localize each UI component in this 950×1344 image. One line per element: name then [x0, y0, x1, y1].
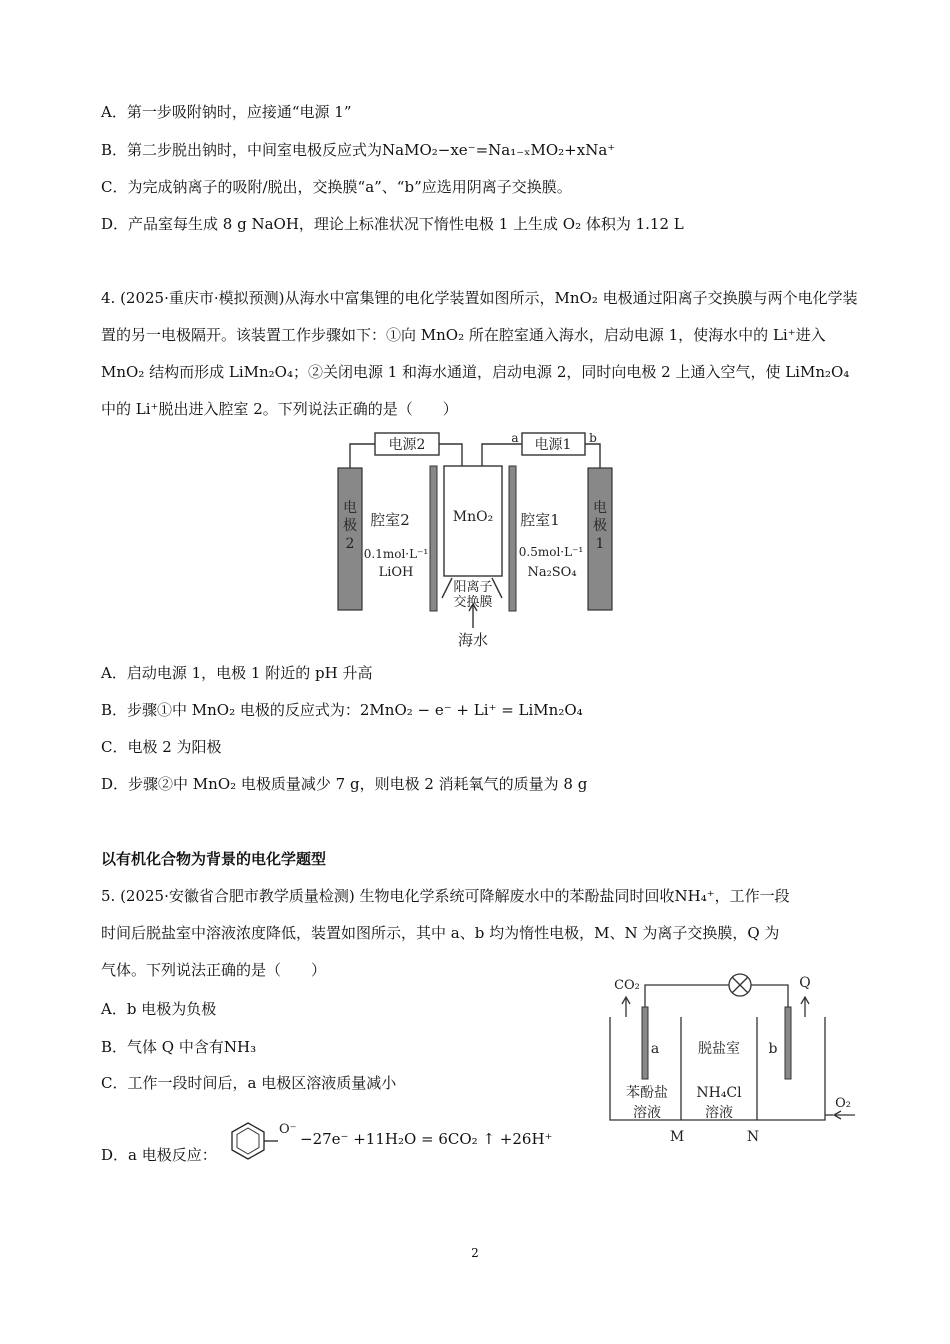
cation-membrane-left: [430, 466, 437, 611]
electrode1-char1: 电: [593, 500, 607, 516]
q5-stem-line3: 气体。下列说法正确的是（ ）: [101, 961, 327, 979]
electrode2-char1: 电: [343, 500, 357, 516]
electrode1-char2: 极: [593, 518, 607, 534]
phenolate-solution-2: 溶液: [633, 1105, 661, 1121]
q5-option-b: B．气体 Q 中含有NH₃: [101, 1038, 257, 1056]
q3-option-d: D．产品室每生成 8 g NaOH，理论上标准状况下惰性电极 1 上生成 O₂ 体积为 1.12 L: [101, 215, 684, 233]
terminal-b: b: [589, 431, 597, 445]
membrane-n-label: N: [746, 1129, 760, 1145]
q4-stem: 4. (2025·重庆市·模拟预测)从海水中富集锂的电化学装置如图所示，MnO₂ 电极通过阳离子交换膜与两个电化学装置的另一电极隔开。该装置工作步骤如下：①向 MnO₂ 所在腔室通入海水，启动电源 1，使海水中的 Li⁺进入 MnO₂ 结构而形成 LiMn₂O₄；②关闭电源 1 和海水通道，启动电源 2，同时向电极 2 上通入空气，使 LiMn₂O₄ 中的 Li⁺脱出进入腔室 2。下列说法正确的是（ ）: [101, 289, 858, 418]
power2-label: 电源2: [388, 437, 426, 453]
q4-option-b: B．步骤①中 MnO₂ 电极的反应式为：2MnO₂ − e⁻ + Li⁺ = LiMn₂O₄: [101, 701, 583, 719]
chamber2-label: 腔室2: [370, 511, 410, 529]
chamber1-concentration: 0.5mol·L⁻¹: [518, 545, 584, 559]
q5-apparatus-diagram: [605, 965, 865, 1150]
section-title: 以有机化合物为背景的电化学题型: [101, 850, 327, 868]
phenolate-solution-1: 苯酚盐: [626, 1085, 668, 1101]
nh4cl-solution: 溶液: [705, 1105, 733, 1121]
chamber2-concentration: 0.1mol·L⁻¹: [363, 547, 429, 561]
seawater-label: 海水: [457, 631, 489, 649]
q3-option-a: A．第一步吸附钠时，应接通“电源 1”: [101, 103, 352, 121]
q5-option-d-equation: −27e⁻ +11H₂O = 6CO₂ ↑ +26H⁺: [300, 1130, 553, 1148]
o2-label: O₂: [835, 1096, 851, 1111]
chamber1-label: 腔室1: [520, 511, 560, 529]
q5-option-a: A．b 电极为负极: [101, 1000, 217, 1018]
electrode-a-label: a: [650, 1041, 660, 1057]
desalt-chamber-label: 脱盐室: [698, 1041, 740, 1057]
q5-stem-line2: 时间后脱盐室中溶液浓度降低，装置如图所示，其中 a、b 均为惰性电极，M、N 为离子交换膜，Q 为: [101, 924, 780, 942]
q-gas-label: Q: [799, 975, 811, 991]
mno2-label: MnO₂: [452, 509, 494, 525]
terminal-a: a: [511, 431, 519, 445]
phenolate-o-label: O⁻: [279, 1122, 297, 1137]
q4-option-a: A．启动电源 1，电极 1 附近的 pH 升高: [101, 664, 373, 682]
electrode-a: [642, 1007, 648, 1079]
q5-stem-line1: 5. (2025·安徽省合肥市教学质量检测) 生物电化学系统可降解废水中的苯酚盐同时回收NH₄⁺，工作一段: [101, 887, 790, 905]
phenolate-structure: [226, 1115, 306, 1163]
membrane-m-label: M: [669, 1129, 685, 1145]
q4-option-d: D．步骤②中 MnO₂ 电极质量减少 7 g，则电极 2 消耗氧气的质量为 8 g: [101, 775, 588, 793]
electrode1-char3: 1: [595, 536, 605, 552]
electrode-b: [785, 1007, 791, 1079]
membrane-label-1: 阳离子: [453, 580, 493, 595]
q5-option-d-prefix: D．a 电极反应：: [101, 1146, 217, 1164]
q3-option-c: C．为完成钠离子的吸附/脱出，交换膜“a”、“b”应选用阴离子交换膜。: [101, 178, 572, 196]
nh4cl-label: NH₄Cl: [696, 1085, 742, 1101]
electrode2-char2: 极: [343, 518, 357, 534]
co2-label: CO₂: [614, 978, 640, 993]
chamber1-solution: Na₂SO₄: [527, 565, 577, 580]
q3-option-b: B．第二步脱出钠时，中间室电极反应式为NaMO₂−xe⁻=Na₁₋ₓMO₂+xNa⁺: [101, 141, 616, 159]
q4-option-c: C．电极 2 为阳极: [101, 738, 222, 756]
page-number: 2: [471, 1246, 479, 1260]
electrode2-char3: 2: [345, 536, 355, 552]
cation-membrane-right: [509, 466, 516, 611]
q4-apparatus-diagram: [330, 428, 630, 653]
q5-option-c: C．工作一段时间后，a 电极区溶液质量减小: [101, 1074, 397, 1092]
chamber2-solution: LiOH: [378, 565, 414, 580]
power1-label: 电源1: [534, 437, 572, 453]
electrode-b-label: b: [768, 1041, 778, 1057]
membrane-label-2: 交换膜: [453, 595, 493, 610]
